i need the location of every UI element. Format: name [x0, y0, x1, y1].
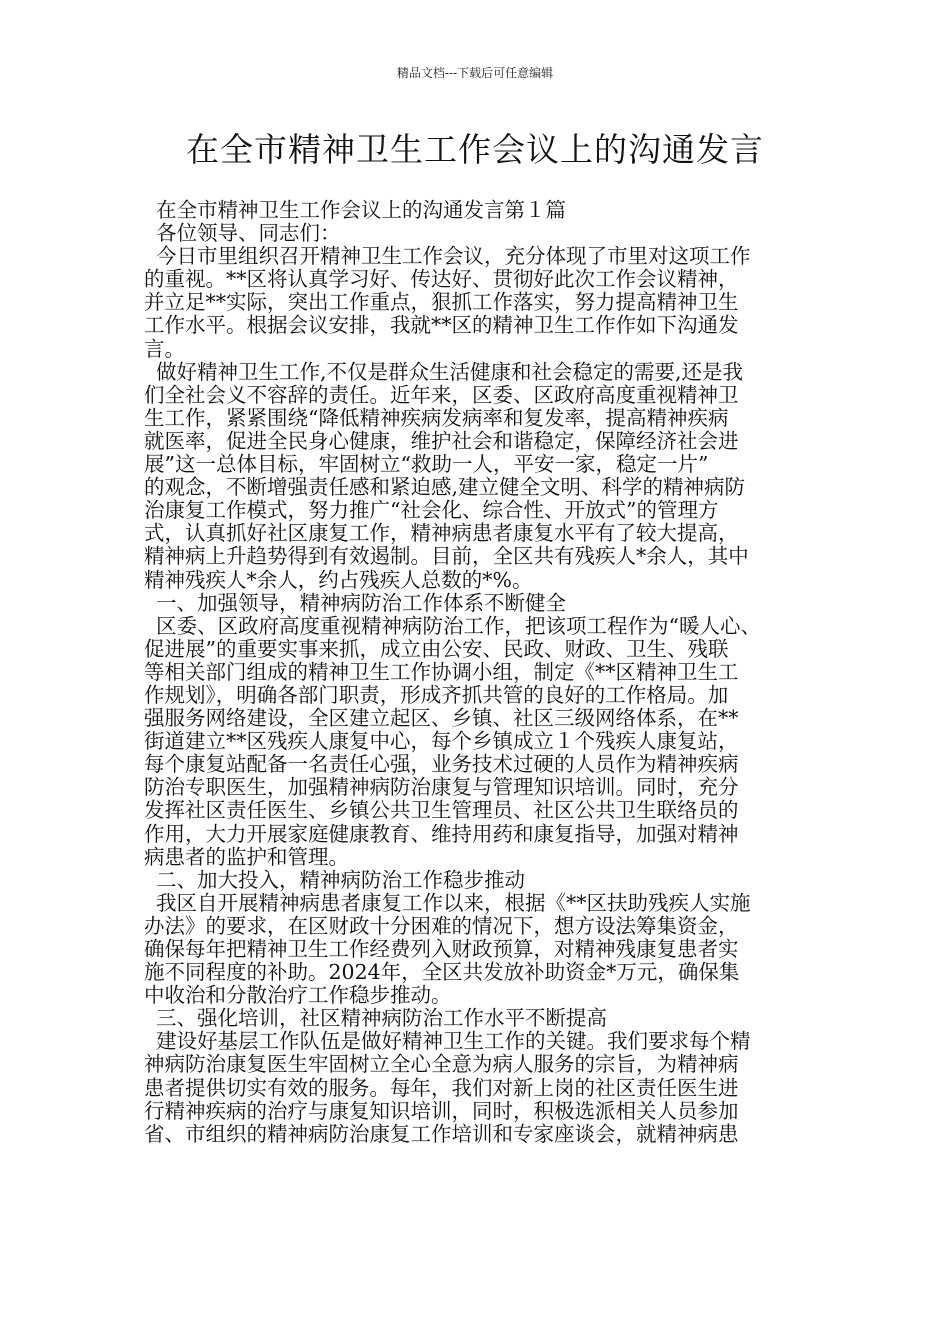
text-line: 确保每年把精神卫生工作经费列入财政预算，对精神残康复患者实	[144, 937, 739, 961]
text-line: 的观念，不断增强责任感和紧迫感,建立健全文明、科学的精神病防	[144, 475, 746, 500]
header-note: 精品文档---下载后可任意编辑	[396, 66, 554, 80]
text-line: 神病防治康复医生牢固树立全心全意为病人服务的宗旨，为精神病	[144, 1052, 739, 1077]
text-line: 促进展”的重要实事来抓，成立由公安、民政、财政、卫生、残联	[144, 636, 729, 661]
text-line: 在全市精神卫生工作会议上的沟通发言第１篇	[156, 198, 566, 222]
text-line: 一、加强领导，精神病防治工作体系不断健全	[156, 590, 566, 615]
document-title: 在全市精神卫生工作会议上的沟通发言	[186, 130, 764, 169]
text-line: 治康复工作模式，努力推广“社会化、综合性、开放式”的管理方	[144, 498, 719, 523]
text-line: 等相关部门组成的精神卫生工作协调小组，制定《**区精神卫生工	[144, 659, 739, 684]
text-line: 各位领导、同志们：	[156, 221, 341, 246]
text-line: 今日市里组织召开精神卫生工作会议，充分体现了市里对这项工作	[156, 244, 751, 269]
text-line: 省、市组织的精神病防治康复工作培训和专家座谈会，就精神病患	[144, 1121, 739, 1146]
text-line: 们全社会义不容辞的责任。近年来，区委、区政府高度重视精神卫	[144, 382, 739, 407]
text-line: 我区自开展精神病患者康复工作以来，根据《**区扶助残疾人实施	[156, 890, 751, 915]
text-line: 并立足**实际，突出工作重点，狠抓工作落实，努力提高精神卫生	[144, 290, 739, 315]
text-line: 病患者的监护和管理。	[144, 844, 349, 869]
text-line: 办法》的要求，在区财政十分困难的情况下，想方设法筹集资金，	[144, 913, 739, 938]
text-line: 作用，大力开展家庭健康教育、维持用药和康复指导，加强对精神	[144, 821, 739, 846]
text-line: 建设好基层工作队伍是做好精神卫生工作的关键。我们要求每个精	[156, 1029, 751, 1054]
text-line: 强服务网络建设，全区建立起区、乡镇、社区三级网络体系，在**	[144, 706, 739, 731]
text-line: 二、加大投入，精神病防治工作稳步推动	[156, 867, 525, 892]
text-line: 就医率，促进全民身心健康，维护社会和谐稳定，保障经济社会进	[144, 428, 739, 453]
text-line: 每个康复站配备一名责任心强，业务技术过硬的人员作为精神疾病	[144, 752, 739, 777]
text-line: 行精神疾病的治疗与康复知识培训，同时，积极选派相关人员参加	[144, 1098, 739, 1123]
text-line: 区委、区政府高度重视精神病防治工作，把该项工程作为“暖人心、	[156, 613, 761, 638]
text-line: 做好精神卫生工作,不仅是群众生活健康和社会稳定的需要,还是我	[156, 359, 744, 384]
text-line: 中收治和分散治疗工作稳步推动。	[144, 983, 452, 1008]
text-line: 言。	[144, 336, 185, 361]
text-line: 展”这一总体目标，牢固树立“救助一人，平安一家，稳定一片”	[144, 452, 709, 477]
text-line: 作规划》，明确各部门职责，形成齐抓共管的良好的工作格局。加	[144, 682, 729, 707]
document-body	[144, 199, 812, 1146]
text-line: 发挥社区责任医生、乡镇公共卫生管理员、社区公共卫生联络员的	[144, 798, 739, 823]
text-line: 的重视。**区将认真学习好、传达好、贯彻好此次工作会议精神，	[144, 267, 739, 292]
text-line: 工作水平。根据会议安排，我就**区的精神卫生工作作如下沟通发	[144, 313, 739, 338]
text-line: 患者提供切实有效的服务。每年，我们对新上岗的社区责任医生进	[144, 1075, 739, 1100]
text-line: 精神病上升趋势得到有效遏制。目前，全区共有残疾人*余人，其中	[144, 544, 749, 569]
text-line: 施不同程度的补助。2024年，全区共发放补助资金*万元，确保集	[144, 960, 740, 985]
text-line: 生工作，紧紧围绕“降低精神疾病发病率和复发率，提高精神疾病	[144, 405, 729, 430]
text-line: 式，认真抓好社区康复工作，精神病患者康复水平有了较大提高，	[144, 521, 739, 546]
text-line: 街道建立**区残疾人康复中心，每个乡镇成立１个残疾人康复站，	[144, 729, 739, 754]
text-line: 三、强化培训，社区精神病防治工作水平不断提高	[156, 1006, 607, 1031]
text-line: 防治专职医生，加强精神病防治康复与管理知识培训。同时，充分	[144, 775, 739, 800]
text-line: 精神残疾人*余人，约占残疾人总数的*%。	[144, 567, 533, 592]
